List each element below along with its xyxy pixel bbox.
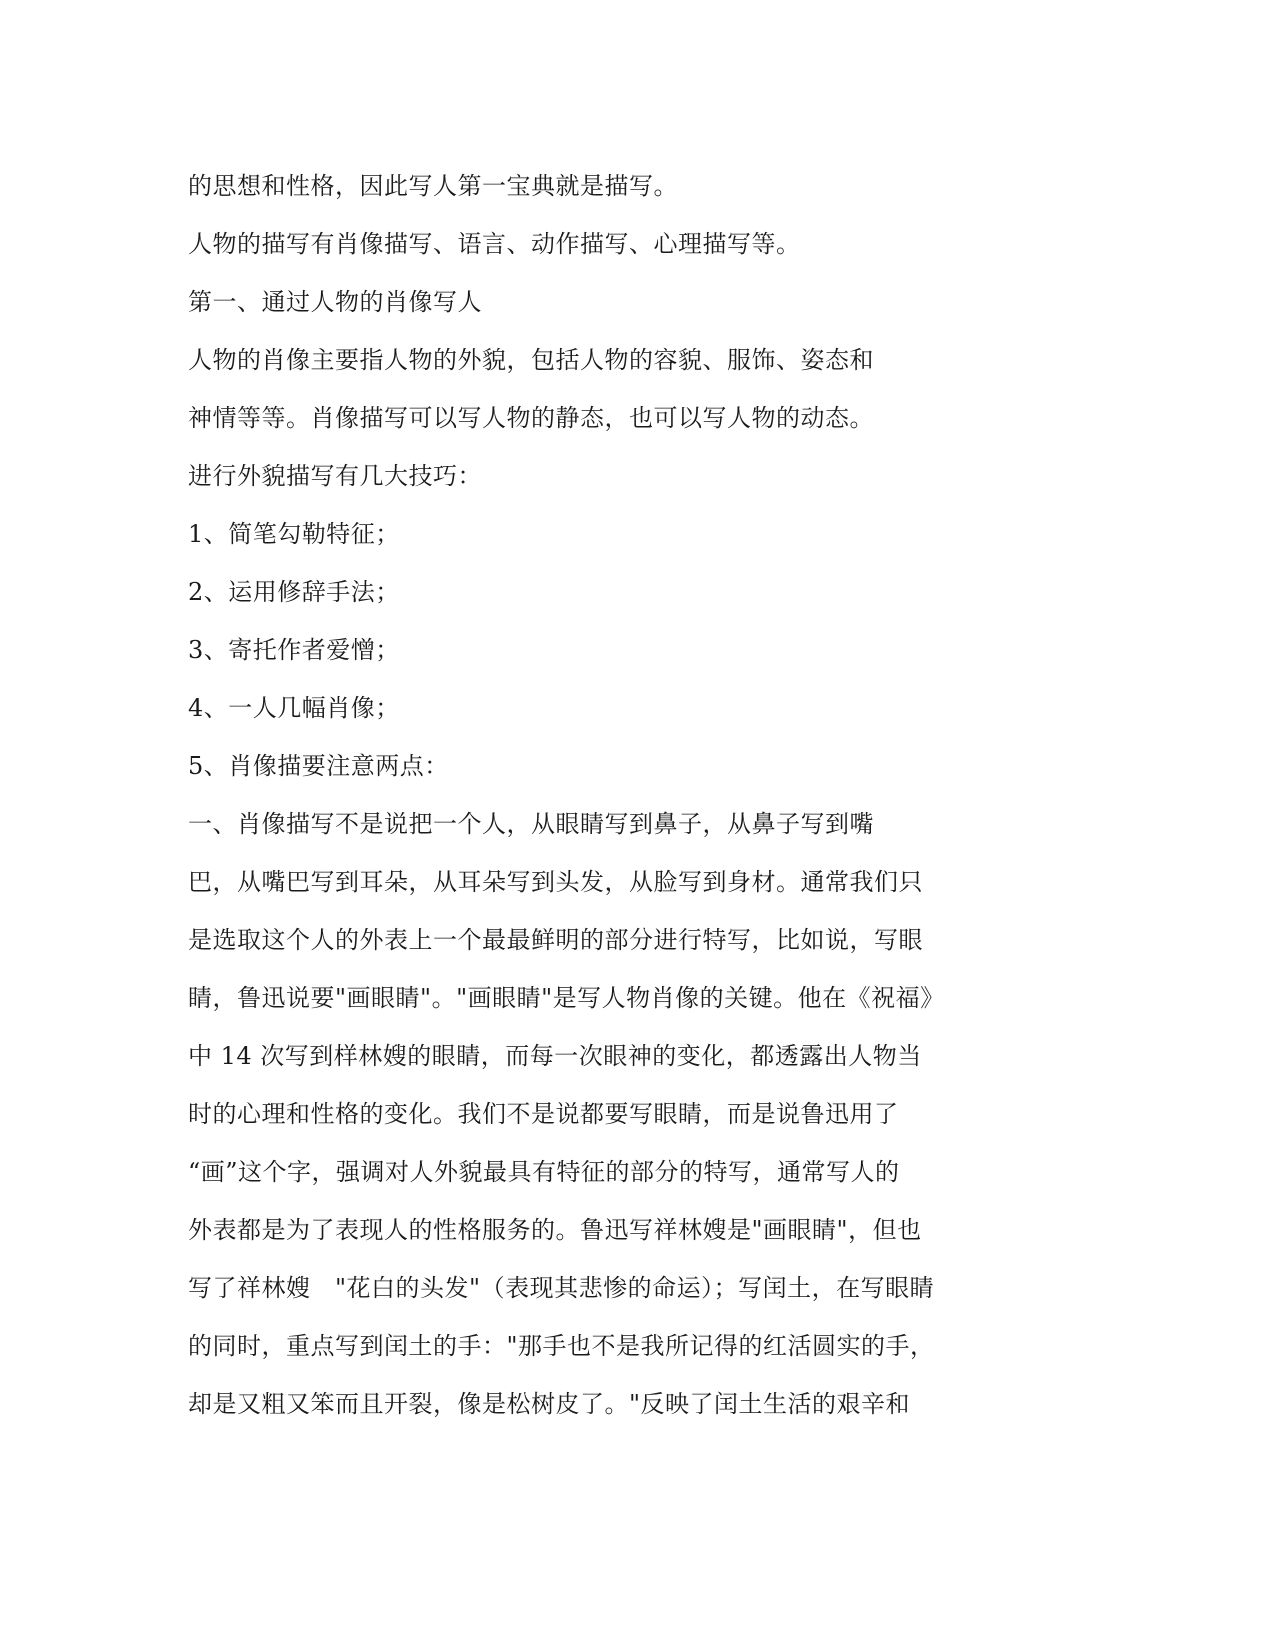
text-line: 的思想和性格，因此写人第一宝典就是描写。 — [188, 172, 678, 200]
list-item: 1、简笔勾勒特征； — [188, 520, 400, 548]
list-item: 2、运用修辞手法； — [188, 578, 400, 606]
list-item: 5、肖像描要注意两点： — [188, 752, 449, 780]
text-line: 巴，从嘴巴写到耳朵，从耳朵写到头发，从脸写到身材。通常我们只 — [188, 868, 923, 896]
section-heading: 第一、通过人物的肖像写人 — [188, 288, 482, 316]
text-line: 外表都是为了表现人的性格服务的。鲁迅写祥林嫂是"画眼睛"，但也 — [188, 1216, 922, 1244]
text-line: 中 14 次写到样林嫂的眼睛，而每一次眼神的变化，都透露出人物当 — [188, 1042, 922, 1070]
text-line: 人物的肖像主要指人物的外貌，包括人物的容貌、服饰、姿态和 — [188, 346, 874, 374]
text-line: 的同时，重点写到闰土的手："那手也不是我所记得的红活圆实的手， — [188, 1332, 935, 1360]
list-item: 3、寄托作者爱憎； — [188, 636, 400, 664]
text-line: 人物的描写有肖像描写、语言、动作描写、心理描写等。 — [188, 230, 801, 258]
text-line: 是选取这个人的外表上一个最最鲜明的部分进行特写，比如说，写眼 — [188, 926, 923, 954]
text-line: 时的心理和性格的变化。我们不是说都要写眼睛，而是说鲁迅用了 — [188, 1100, 899, 1128]
text-line: 进行外貌描写有几大技巧： — [188, 462, 482, 490]
text-line: 睛，鲁迅说要"画眼睛"。"画眼睛"是写人物肖像的关键。他在《祝福》 — [188, 984, 945, 1012]
text-line: 却是又粗又笨而且开裂，像是松树皮了。"反映了闰土生活的艰辛和 — [188, 1390, 911, 1418]
text-line: 一、肖像描写不是说把一个人，从眼睛写到鼻子，从鼻子写到嘴 — [188, 810, 874, 838]
text-line: 神情等等。肖像描写可以写人物的静态，也可以写人物的动态。 — [188, 404, 874, 432]
text-line: “画”这个字，强调对人外貌最具有特征的部分的特写，通常写人的 — [188, 1158, 900, 1186]
text-line: 写了祥林嫂 "花白的头发"（表现其悲惨的命运）；写闰土，在写眼睛 — [188, 1274, 935, 1302]
list-item: 4、一人几幅肖像； — [188, 694, 400, 722]
